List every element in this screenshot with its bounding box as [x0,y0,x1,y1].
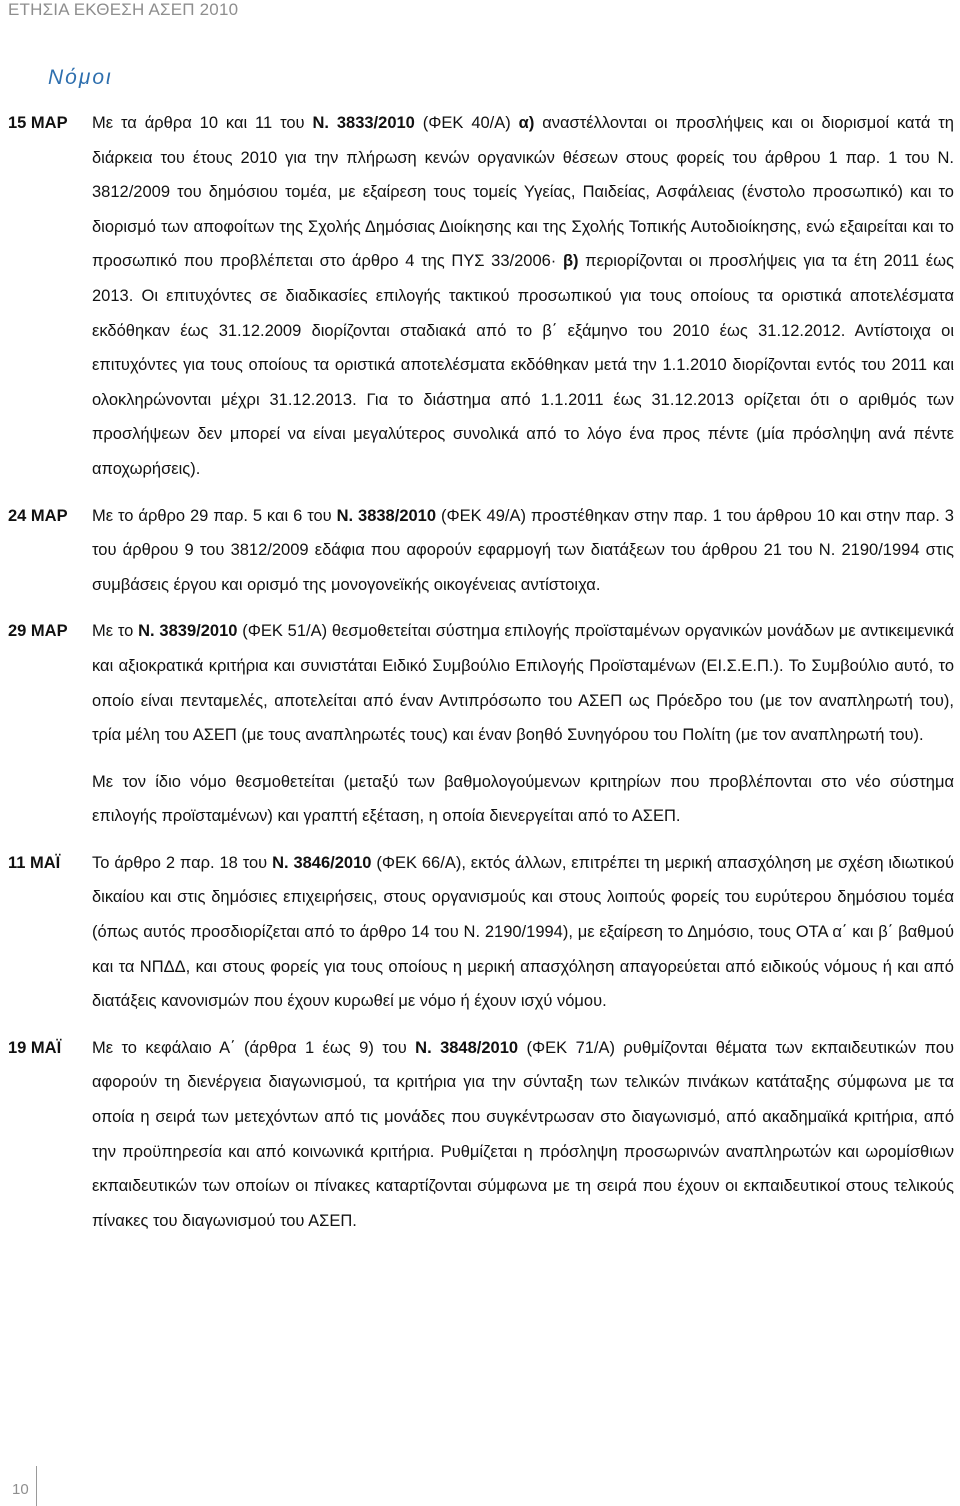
law-reference: Ν. 3838/2010 [336,506,437,525]
paragraph-text: (ΦΕΚ 49/Α) προστέθηκαν στην παρ. 1 του άρθρου 10 και στην παρ. 3 του άρθρου 9 του 3812/2009 εδάφια που αφορούν εφαρμογή των διατάξεων του άρθρου 21 του Ν. 2190/1994 στις συμβάσεις έργου και ορισμό της μονογονεϊκής οικογένειας αντίστοιχα. [92,506,954,594]
entry-paragraph [92,846,954,1019]
paragraph-text: (ΦΕΚ 71/Α) ρυθμίζονται θέματα των εκπαιδευτικών που αφορούν τη διενέργεια διαγωνισμού, τα κριτήρια για την σύνταξη των τελικών πινάκων κατάταξης σύμφωνα με τα οποία η σειρά των μετεχόντων από τις μονάδες που συγκέντρωσαν στο διαγωνισμό, από ακαδημαϊκά κριτήρια, από την προϋπηρεσία και από κοινωνικά κριτήρια. Ρυθμίζεται η πρόσληψη προσωρινών αναπληρωτών και ωρομίσθιων εκπαιδευτικών των οποίων οι πίνακες καταρτίζονται σύμφωνα με τη σειρά που έχουν οι εκπαιδευτικοί στους τελικούς πίνακες του διαγωνισμού του ΑΣΕΠ. [92,1038,954,1230]
law-entry [8,846,954,1019]
paragraph-text: (ΦΕΚ 51/Α) θεσμοθετείται σύστημα επιλογής προϊσταμένων οργανικών μονάδων με αντικειμενικά και αξιοκρατικά κριτήρια και συνιστάται Ειδικό Συμβούλιο Επιλογής Προϊσταμένων (ΕΙ.Σ.Ε.Π.). Το Συμβούλιο αυτό, το οποίο είναι πενταμελές, αποτελείται από έναν Αντιπρόσωπο του ΑΣΕΠ ως Πρόεδρο του (με τον αναπληρωτή του), τρία μέλη του ΑΣΕΠ (με τους αναπληρωτές τους) και έναν βοηθό Συνηγόρου του Πολίτη (με τον αναπληρωτή του). [92,622,954,745]
entry-body [92,614,954,834]
law-entry [8,106,954,487]
paragraph-text: Με το κεφάλαιο Α΄ (άρθρα 1 έως 9) του [92,1038,416,1057]
entry-date: 11 ΜΑΪ [8,853,61,872]
law-reference: β) [562,252,579,271]
entry-paragraph [92,1031,954,1239]
law-reference: Ν. 3839/2010 [138,622,238,641]
entry-paragraph [92,106,954,487]
entry-date: 15 ΜΑΡ [8,114,68,132]
paragraph-text: (ΦΕΚ 40/Α) [414,114,519,132]
entry-body [92,106,954,487]
paragraph-text: αναστέλλονται οι προσλήψεις και οι διορισμοί κατά τη διάρκεια του έτους 2010 για την πλήρωση κενών οργανικών θέσεων στους φορείς του άρθρου 1 παρ. 1 του Ν. 3812/2009 του δημόσιου τομέα, με εξαίρεση τους τομείς Υγείας, Παιδείας, Ασφάλειας (ένστολο προσωπικό) και το διορισμό των αποφοίτων της Σχολής Δημόσιας Διοίκησης και της Σχολής Τοπικής Αυτοδιοίκησης, ενώ εξαιρείται και το προσωπικό που προβλέπεται στο άρθρο 4 της ΠΥΣ 33/2006· [92,114,954,271]
entry-body [92,499,954,603]
section-title: Νόμοι [48,66,113,89]
law-reference: α) [518,114,535,132]
law-reference: Ν. 3833/2010 [312,114,415,132]
entry-paragraph [92,499,954,603]
law-reference: Ν. 3848/2010 [415,1038,519,1057]
entry-date: 24 ΜΑΡ [8,506,68,525]
paragraph-text: Με τον ίδιο νόμο θεσμοθετείται (μεταξύ των βαθμολογούμενων κριτηρίων που προβλέπονται στο νέο σύστημα επιλογής προϊσταμένων) και γραπτή εξέταση, η οποία διενεργείται από το ΑΣΕΠ. [92,772,954,826]
paragraph-text: περιορίζονται οι προσλήψεις για τα έτη 2011 έως 2013. Οι επιτυχόντες σε διαδικασίες επιλογής τακτικού προσωπικού για τους οποίους τα οριστικά αποτελέσματα εκδόθηκαν έως 31.12.2009 διορίζονται σταδιακά από το β΄ εξάμηνο του 2010 έως 31.12.2012. Αντίστοιχα οι επιτυχόντες για τους οποίους τα οριστικά αποτελέσματα εκδόθηκαν μετά την 1.1.2010 διορίζονται εντός του 2011 και ολοκληρώνονται μέχρι 31.12.2013. Για το διάστημα από 1.1.2011 έως 31.12.2013 ορίζεται ότι ο αριθμός των προσλήψεων δεν μπορεί να είναι μεγαλύτερος συνολικά από το λόγο ένα προς πέντε (μία πρόσληψη ανά πέντε αποχωρήσεις). [92,252,954,478]
entry-paragraph [92,765,954,834]
entry-paragraph [92,614,954,752]
entry-date: 29 ΜΑΡ [8,622,68,641]
entry-body [92,846,954,1019]
entry-date: 19 ΜΑΪ [8,1038,62,1057]
law-entry [8,614,954,834]
law-entries [8,106,954,1238]
law-entry [8,1031,954,1239]
law-reference: Ν. 3846/2010 [272,853,372,872]
entry-body [92,1031,954,1239]
paragraph-text: Με το άρθρο 29 παρ. 5 και 6 του [92,506,337,525]
paragraph-text: (ΦΕΚ 66/Α), εκτός άλλων, επιτρέπει τη μερική απασχόληση με σχέση ιδιωτικού δικαίου και στις δημόσιες επιχειρήσεις, στους οργανισμούς και στους λοιπούς φορείς του ευρύτερου δημόσιου τομέα (όπως αυτός προσδιορίζεται από το άρθρο 14 του Ν. 2190/1994), με εξαίρεση το Δημόσιο, τους ΟΤΑ α΄ και β΄ βαθμού και τα ΝΠΔΔ, και στους φορείς για τους οποίους η μερική απασχόληση απαγορεύεται από ειδικούς νόμους ή και από διατάξεις κανονισμών που έχουν κυρωθεί με νόμο ή έχουν ισχύ νόμου. [92,853,954,1011]
law-entry [8,499,954,603]
paragraph-text: Με τα άρθρα 10 και 11 του [92,114,313,132]
page-number-divider [36,1466,37,1506]
paragraph-text: Το άρθρο 2 παρ. 18 του [92,853,273,872]
page-number: 10 [12,1481,29,1498]
paragraph-text: Με το [92,622,139,641]
document-header: ΕΤΗΣΙΑ ΕΚΘΕΣΗ ΑΣΕΠ 2010 [8,0,239,19]
